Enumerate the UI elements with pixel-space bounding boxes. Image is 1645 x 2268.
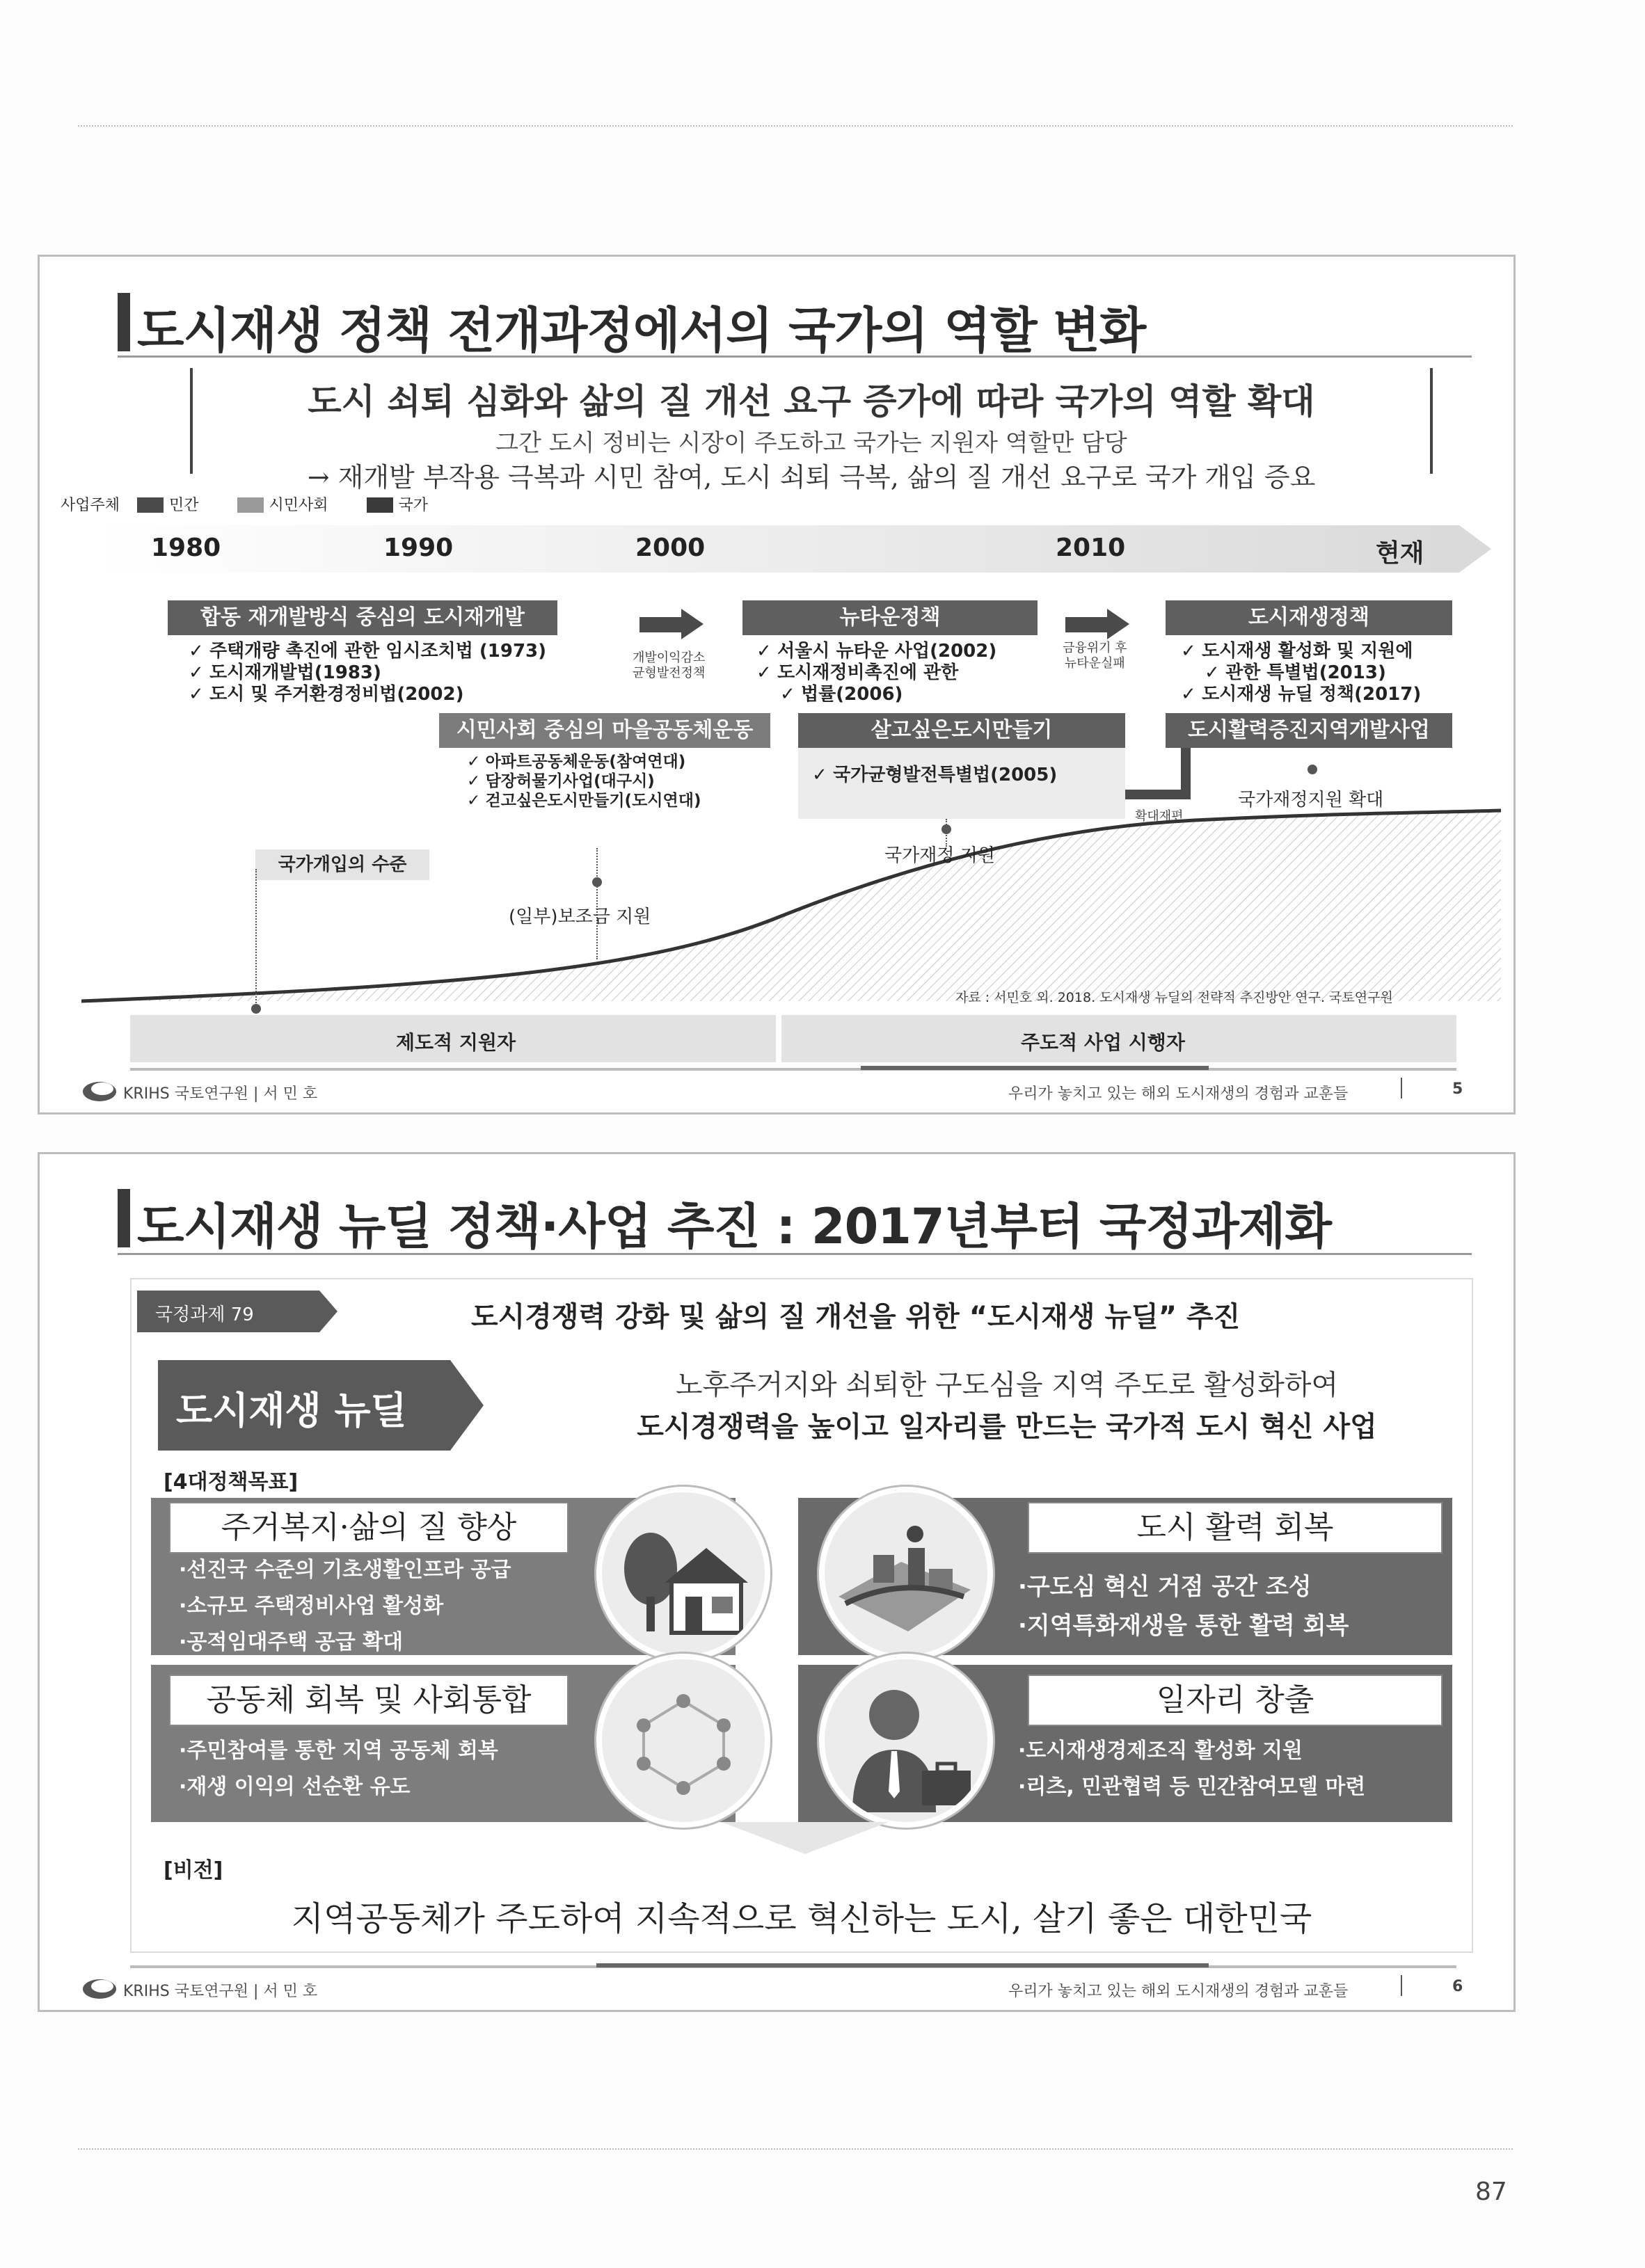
list-item: ✓ 법률(2006)	[756, 684, 996, 705]
krihs-logo-icon	[81, 1975, 118, 2000]
arrow-1-head	[681, 609, 704, 639]
box-vitality-head: 도시활력증진지역개발사업	[1166, 713, 1452, 748]
list-item: ✓ 걷고싶은도시만들기(도시연대)	[467, 791, 701, 810]
subtext-1: 그간 도시 정비는 시장이 주도하고 국가는 지원자 역할만 담당	[495, 429, 1127, 457]
label-state-fiscal-support: 국가재정 지원	[884, 845, 995, 866]
goal-community-items	[179, 1733, 498, 1805]
house-icon	[602, 1492, 765, 1655]
job-illustration	[819, 1654, 993, 1828]
city-illustration	[819, 1487, 993, 1661]
task-tag: 국정과제 79	[155, 1304, 254, 1325]
legend-swatch-state	[367, 497, 393, 513]
marker-dot-1	[251, 1004, 261, 1014]
list-item: · 도시재생경제조직 활성화 지원	[1018, 1733, 1365, 1769]
arrow-1-note	[633, 650, 705, 681]
box-regeneration-head: 도시재생정책	[1166, 600, 1452, 635]
expand-connector-up	[1181, 741, 1191, 799]
source-note: 자료 : 서민호 외. 2018. 도시재생 뉴딜의 전략적 추진방안 연구. 국토연구원	[955, 990, 1393, 1005]
vision-label: [비전]	[164, 1858, 223, 1883]
label-fiscal-support-expansion: 국가재정지원 확대	[1238, 790, 1384, 810]
legend-item-civil: 시민사회	[269, 497, 328, 514]
slide-page-number: 6	[1452, 1978, 1463, 1995]
legend	[61, 493, 428, 515]
box-livable-city-list	[812, 765, 1057, 786]
marker-dot-3	[941, 824, 951, 834]
box-newtown-head: 뉴타운정책	[742, 600, 1038, 635]
list-item: ✓ 도시재정비촉진에 관한	[756, 662, 996, 684]
arrow-2-note-line: 뉴타운실패	[1064, 656, 1125, 671]
footer-rule-accent	[861, 1066, 1209, 1070]
year-2010: 2010	[1056, 534, 1126, 562]
expand-note: 확대재편	[1135, 809, 1184, 824]
label-subsidy-support: (일부)보조금 지원	[509, 907, 651, 927]
marker-line-1	[255, 869, 257, 1008]
year-present: 현재	[1376, 539, 1424, 568]
bottom-rule	[78, 2148, 1513, 2150]
arrow-1-note-line: 균형발전정책	[633, 666, 706, 680]
title-rule	[118, 1253, 1472, 1255]
list-item: · 재생 이익의 선순환 유도	[179, 1769, 498, 1805]
worker-icon	[825, 1659, 987, 1822]
list-item: ✓ 도시재개발법(1983)	[189, 662, 546, 684]
goal-vitality-items	[1018, 1567, 1349, 1645]
goals-label: [4대정책목표]	[164, 1470, 299, 1494]
box-redevelopment-head: 합동 재개발방식 중심의 도시재개발	[168, 600, 557, 635]
list-item: ✓ 서울시 뉴타운 사업(2002)	[756, 641, 996, 662]
arrow-2-head	[1107, 609, 1129, 639]
list-item: · 선진국 수준의 기초생활인프라 공급	[179, 1552, 511, 1588]
slide-title: 도시재생 정책 전개과정에서의 국가의 역할 변화	[137, 302, 1146, 359]
goal-community-title: 공동체 회복 및 사회통합	[169, 1675, 569, 1726]
goal-vitality-title: 도시 활력 회복	[1028, 1502, 1443, 1554]
intervention-level-label: 국가개입의 수준	[255, 849, 429, 880]
band-right-label: 주도적 사업 시행자	[1021, 1031, 1185, 1054]
slide-title: 도시재생 뉴딜 정책·사업 추진 : 2017년부터 국정과제화	[137, 1198, 1332, 1255]
list-item: ✓ 관한 특별법(2013)	[1181, 662, 1421, 684]
year-2000: 2000	[635, 534, 706, 562]
city-icon	[825, 1492, 987, 1655]
title-accent-bar	[118, 1189, 130, 1247]
expand-connector	[1125, 790, 1189, 799]
vision-statement: 지역공동체가 주도하여 지속적으로 혁신하는 도시, 살기 좋은 대한민국	[291, 1899, 1312, 1938]
list-item: · 구도심 혁신 거점 공간 조성	[1018, 1567, 1349, 1606]
network-icon	[602, 1659, 765, 1822]
legend-item-state: 국가	[398, 497, 429, 514]
footer-series-title: 우리가 놓치고 있는 해외 도시재생의 경험과 교훈들	[1008, 1983, 1349, 2000]
krihs-logo-icon	[81, 1078, 118, 1103]
community-illustration	[596, 1654, 770, 1828]
list-item: · 소규모 주택정비사업 활성화	[179, 1588, 511, 1624]
arrow-1-note-line: 개발이익감소	[633, 650, 706, 665]
goal-jobs-title: 일자리 창출	[1028, 1675, 1443, 1726]
box-livable-city-head: 살고싶은도시만들기	[798, 713, 1125, 748]
list-item: ✓ 아파트공동체운동(참여연대)	[467, 752, 701, 772]
marker-dot-4	[1308, 765, 1317, 774]
top-rule	[78, 125, 1513, 127]
headline: 도시 쇠퇴 심화와 삶의 질 개선 요구 증가에 따라 국가의 역할 확대	[308, 381, 1315, 422]
down-arrow	[722, 1822, 889, 1857]
footer-org: KRIHS 국토연구원 | 서 민 호	[123, 1983, 318, 2000]
box-redevelopment-list	[189, 641, 546, 705]
list-item: ✓ 주택개량 촉진에 관한 임시조치법 (1973)	[189, 641, 546, 662]
list-item: · 주민참여를 통한 지역 공동체 회복	[179, 1733, 498, 1769]
footer-series-title: 우리가 놓치고 있는 해외 도시재생의 경험과 교훈들	[1008, 1085, 1349, 1103]
task-title: 도시경쟁력 강화 및 삶의 질 개선을 위한 “도시재생 뉴딜” 추진	[471, 1301, 1241, 1333]
footer-divider	[1401, 1975, 1402, 1996]
box-regeneration-list	[1181, 641, 1421, 705]
footer-divider	[1401, 1078, 1402, 1099]
house-illustration	[596, 1487, 770, 1661]
arrow-1-shaft	[639, 617, 683, 632]
newdeal-badge: 도시재생 뉴딜	[176, 1389, 407, 1432]
arrow-2-shaft	[1065, 617, 1108, 632]
footer-org: KRIHS 국토연구원 | 서 민 호	[123, 1085, 318, 1103]
timeline-band	[95, 521, 1494, 577]
box-community-list	[467, 752, 701, 810]
box-community-head: 시민사회 중심의 마을공동체운동	[439, 713, 770, 748]
list-item: ✓ 도시재생 뉴딜 정책(2017)	[1181, 684, 1421, 705]
arrow-2-note	[1063, 641, 1127, 671]
footer-rule	[130, 1068, 1456, 1071]
bracket-right	[1430, 368, 1433, 474]
title-rule	[118, 356, 1472, 358]
arrow-2-note-line: 금융위기 후	[1063, 641, 1127, 655]
legend-swatch-civil	[237, 497, 264, 513]
marker-dot-2	[592, 877, 602, 887]
year-1980: 1980	[151, 534, 221, 562]
newdeal-desc-2: 도시경쟁력을 높이고 일자리를 만드는 국가적 도시 혁신 사업	[637, 1410, 1377, 1443]
band-left-label: 제도적 지원자	[396, 1031, 516, 1054]
list-item: ✓ 도시재생 활성화 및 지원에	[1181, 641, 1421, 662]
title-accent-bar	[118, 293, 130, 351]
list-item: ✓ 국가균형발전특별법(2005)	[812, 765, 1057, 786]
list-item: · 리츠, 민관협력 등 민간참여모델 마련	[1018, 1769, 1365, 1805]
slide-5	[38, 255, 1516, 1115]
box-newtown-list	[756, 641, 996, 705]
legend-swatch-private	[137, 497, 164, 513]
goal-housing-items	[179, 1552, 511, 1661]
list-item: ✓ 도시 및 주거환경정비법(2002)	[189, 684, 546, 705]
list-item: · 공적임대주택 공급 확대	[179, 1624, 511, 1661]
goal-jobs-items	[1018, 1733, 1365, 1805]
legend-label: 사업주체	[61, 497, 120, 514]
page-number: 87	[1475, 2178, 1507, 2206]
legend-item-private: 민간	[169, 497, 199, 514]
slide-6	[38, 1152, 1516, 2012]
footer-rule-accent	[596, 1963, 1209, 1967]
list-item: ✓ 담장허물기사업(대구시)	[467, 772, 701, 791]
subtext-2: → 재개발 부작용 극복과 시민 참여, 도시 쇠퇴 극복, 삶의 질 개선 요구로 국가 개입 증요	[307, 462, 1316, 493]
goal-housing-title: 주거복지·삶의 질 향상	[169, 1502, 569, 1554]
newdeal-desc-1: 노후주거지와 쇠퇴한 구도심을 지역 주도로 활성화하여	[675, 1369, 1339, 1401]
year-1990: 1990	[383, 534, 454, 562]
list-item: · 지역특화재생을 통한 활력 회복	[1018, 1606, 1349, 1645]
slide-page-number: 5	[1452, 1080, 1463, 1098]
